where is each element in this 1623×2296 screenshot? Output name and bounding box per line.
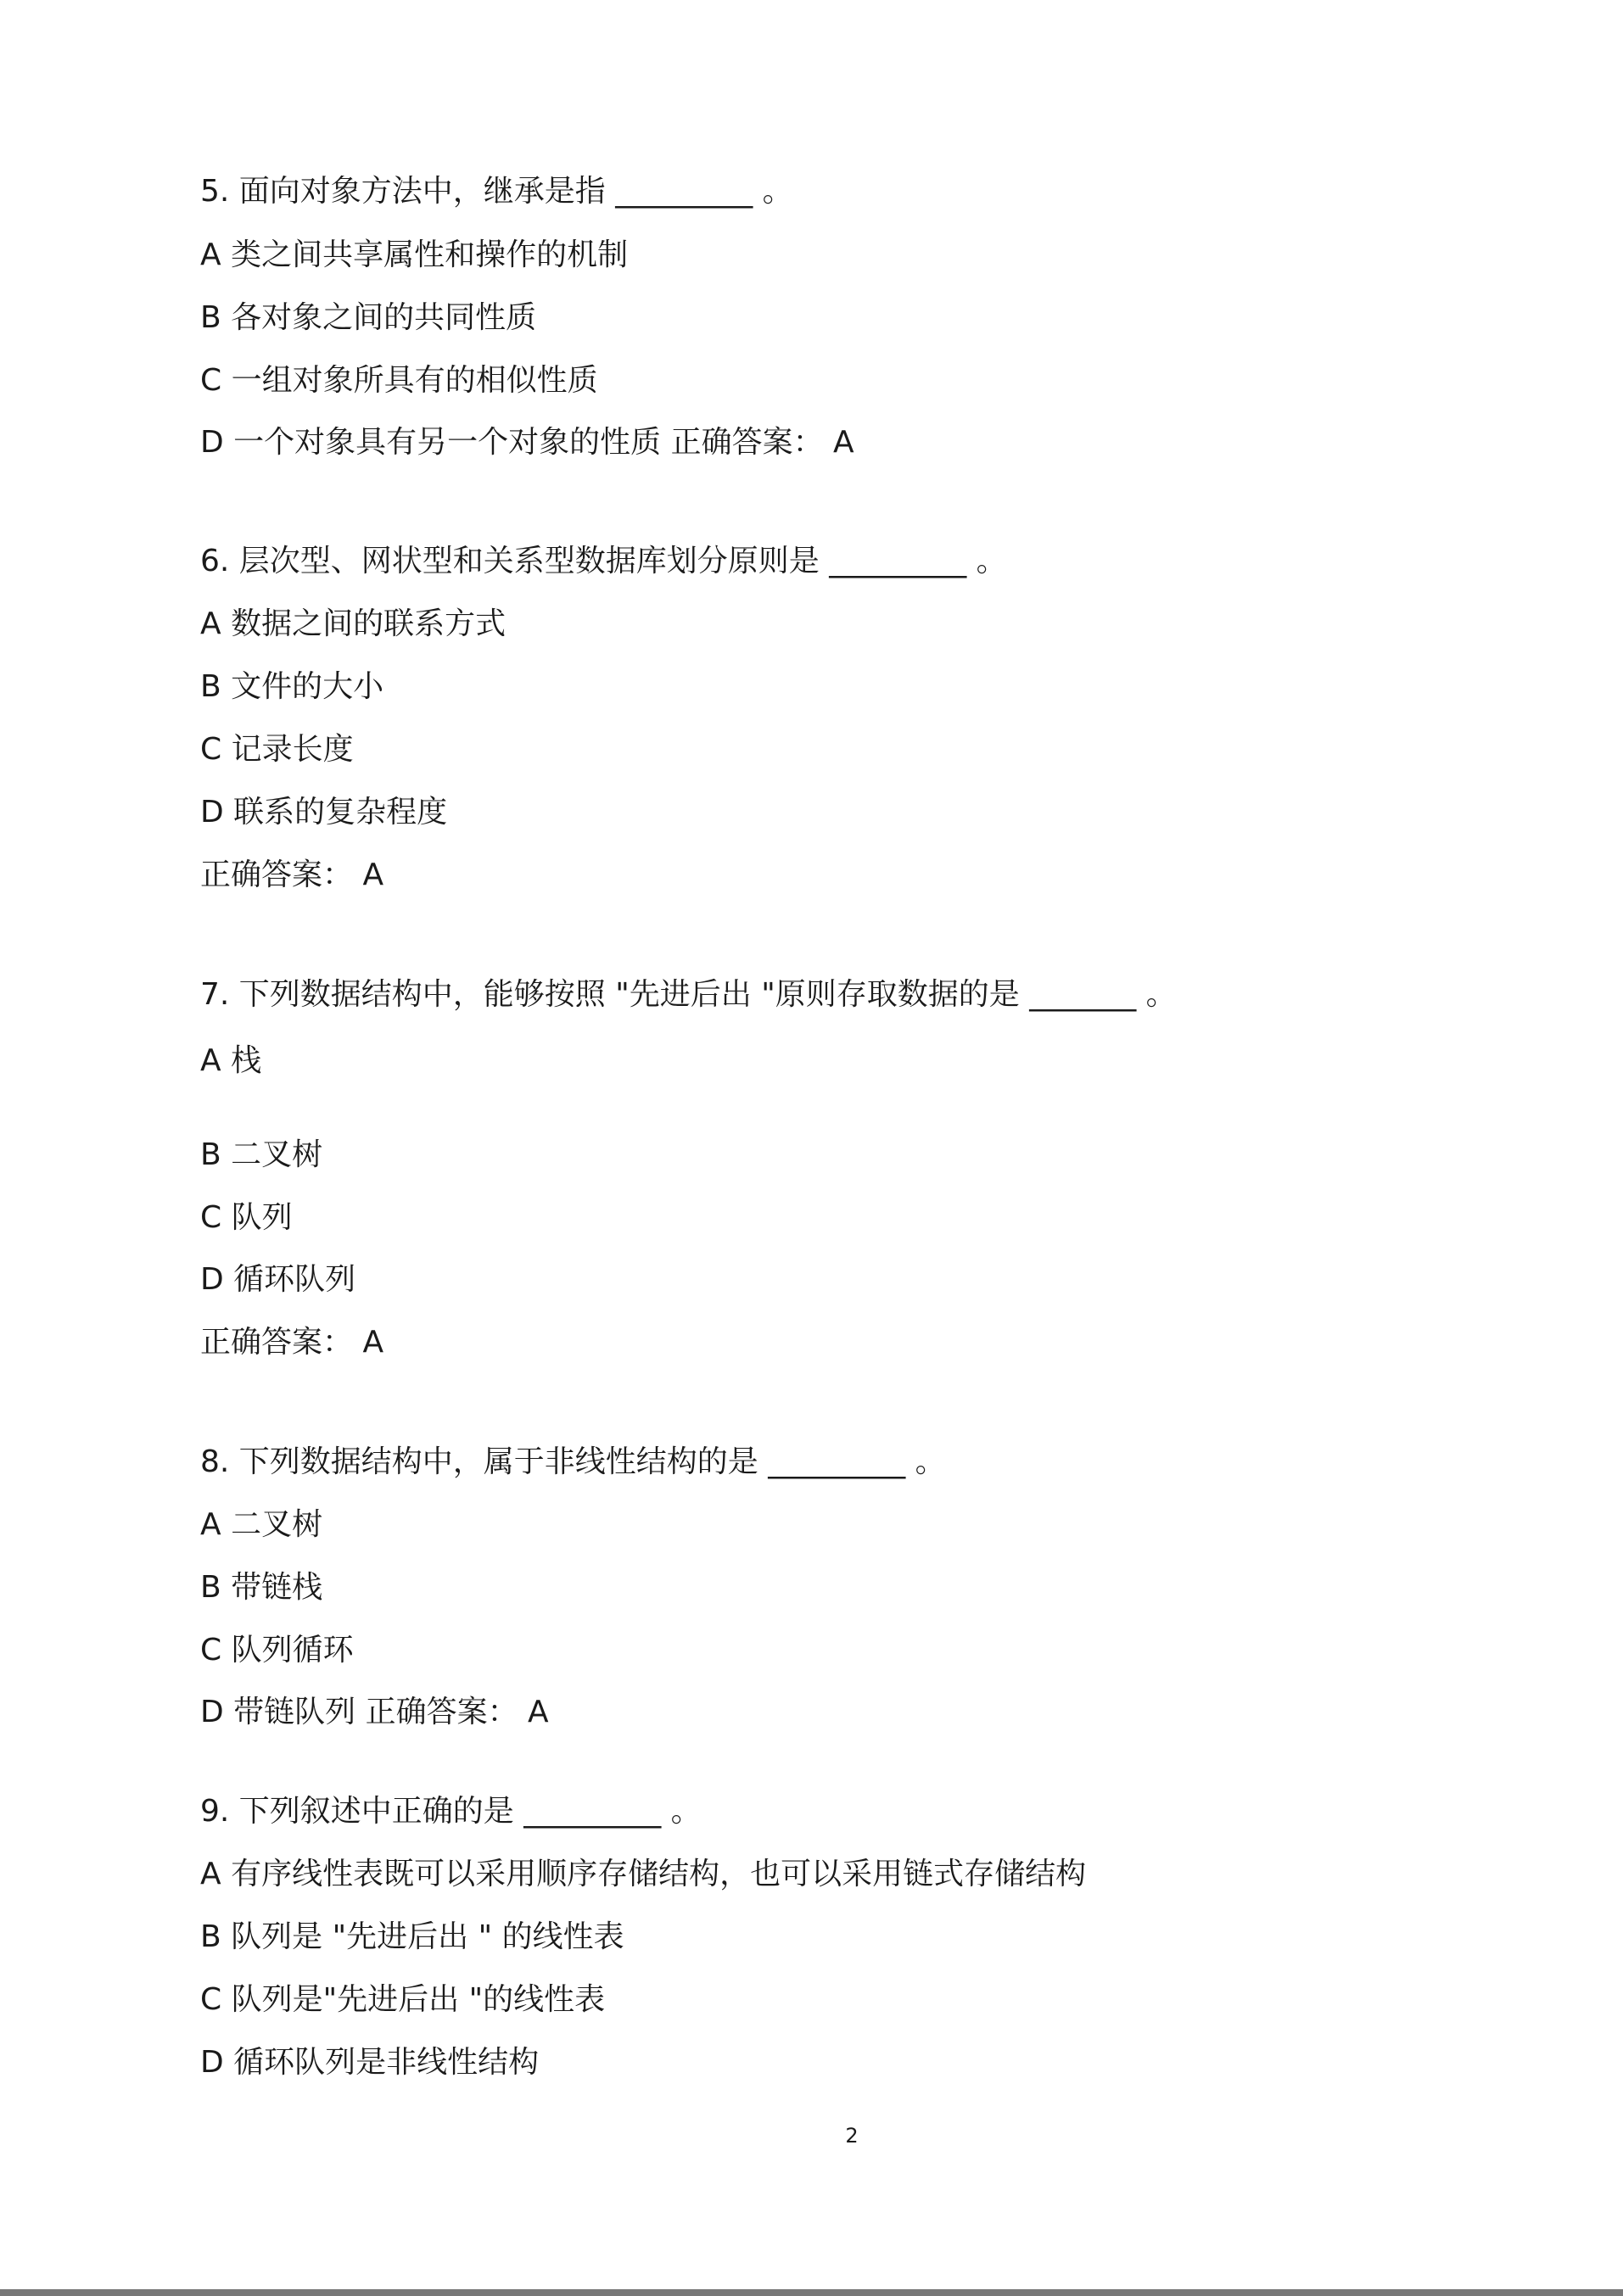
question-9-option-c: C 队列是"先进后出 "的线性表: [200, 1982, 606, 2017]
question-6-option-a: A 数据之间的联系方式: [200, 606, 506, 641]
question-7-option-a: A 栈: [200, 1043, 262, 1078]
question-9-option-a: A 有序线性表既可以采用顺序存储结构，也可以采用链式存储结构: [200, 1857, 1087, 1891]
question-7-option-b: B 二叉树: [200, 1137, 323, 1172]
question-5-option-a: A 类之间共享属性和操作的机制: [200, 237, 629, 272]
question-9-option-d: D 循环队列是非线性结构: [200, 2045, 540, 2080]
question-8-option-c: C 队列循环: [200, 1633, 354, 1668]
question-9-stem: 9. 下列叙述中正确的是 _________ 。: [200, 1794, 702, 1829]
question-9-option-b: B 队列是 "先进后出 " 的线性表: [200, 1919, 624, 1954]
bottom-divider: [0, 2289, 1623, 2296]
question-7-stem: 7. 下列数据结构中，能够按照 "先进后出 "原则存取数据的是 _______ 。: [200, 977, 1177, 1012]
page-number: 2: [845, 2124, 859, 2148]
question-8-option-a: A 二叉树: [200, 1507, 323, 1542]
question-8-stem: 8. 下列数据结构中，属于非线性结构的是 _________ 。: [200, 1444, 946, 1479]
question-7-option-d: D 循环队列: [200, 1262, 356, 1297]
question-5-option-d-with-answer: D 一个对象具有另一个对象的性质 正确答案： A: [200, 425, 854, 460]
question-7-option-c: C 队列: [200, 1200, 293, 1235]
question-8-option-d-with-answer: D 带链队列 正确答案： A: [200, 1695, 549, 1729]
question-6-answer: 正确答案： A: [200, 858, 384, 892]
question-6-stem: 6. 层次型、网状型和关系型数据库划分原则是 _________ 。: [200, 544, 1007, 578]
question-6-option-d: D 联系的复杂程度: [200, 795, 448, 830]
question-5-option-b: B 各对象之间的共同性质: [200, 300, 537, 335]
question-6-option-b: B 文件的大小: [200, 669, 384, 704]
question-7-answer: 正确答案： A: [200, 1325, 384, 1360]
question-6-option-c: C 记录长度: [200, 732, 354, 767]
question-5-option-c: C 一组对象所具有的相似性质: [200, 363, 598, 398]
question-8-option-b: B 带链栈: [200, 1570, 323, 1605]
question-5-stem: 5. 面向对象方法中，继承是指 _________ 。: [200, 174, 793, 209]
